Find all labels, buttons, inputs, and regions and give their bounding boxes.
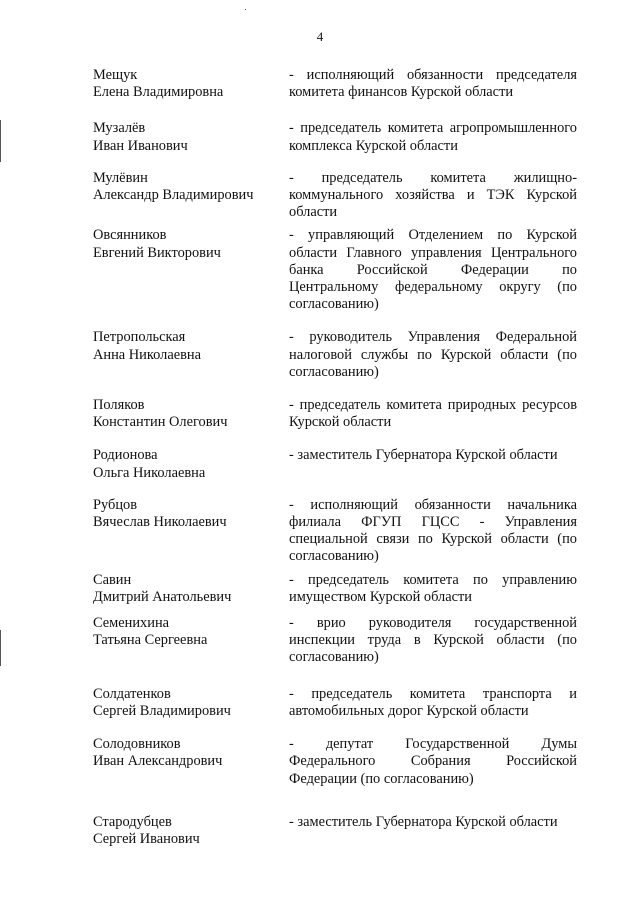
member-entry [93, 615, 577, 667]
member-name [93, 170, 289, 204]
member-position: - управляющий Отделением по Курской области Главного управления Центрального банка Российской Федерации по Центральному федеральному округу (по согласованию) [289, 227, 577, 313]
member-given-names: Ольга Николаевна [93, 464, 206, 481]
member-position: - председатель комитета жилищно-коммунального хозяйства и ТЭК Курской области [289, 169, 577, 221]
member-surname: Солдатенков [93, 685, 171, 702]
member-name [93, 686, 289, 720]
member-name [93, 67, 289, 101]
member-surname: Музалёв [93, 120, 146, 137]
member-name [93, 329, 289, 363]
member-entry [93, 329, 577, 381]
member-position: - председатель комитета природных ресурсов Курской области [289, 397, 577, 431]
member-given-names: Евгений Викторович [93, 244, 221, 261]
member-name [93, 120, 289, 154]
member-entry [93, 120, 577, 154]
member-entry [93, 227, 577, 313]
member-given-names: Анна Николаевна [93, 346, 201, 363]
member-surname: Мулёвин [93, 169, 148, 186]
scan-dust-mark [245, 9, 246, 10]
member-given-names: Вячеслав Николаевич [93, 514, 227, 531]
member-name [93, 572, 289, 606]
member-entry [93, 572, 577, 606]
member-given-names: Сергей Владимирович [93, 702, 231, 719]
member-given-names: Иван Александрович [93, 753, 223, 770]
member-given-names: Александр Владимирович [93, 187, 254, 204]
member-position: - председатель комитета транспорта и автомобильных дорог Курской области [289, 685, 577, 719]
member-surname: Семенихина [93, 615, 170, 632]
member-given-names: Татьяна Сергеевна [93, 632, 208, 649]
member-entry [93, 67, 577, 101]
member-given-names: Константин Олегович [93, 414, 228, 431]
member-surname: Солодовников [93, 736, 181, 753]
scan-edge-mark [0, 120, 1, 162]
member-surname: Рубцов [93, 496, 138, 513]
member-position: - исполняющий обязанности председателя комитета финансов Курской области [289, 67, 577, 101]
member-name [93, 447, 289, 481]
member-given-names: Елена Владимировна [93, 84, 224, 101]
member-name [93, 227, 289, 261]
member-surname: Савин [93, 571, 132, 588]
member-entry [93, 686, 577, 720]
member-position: - заместитель Губернатора Курской области [289, 447, 558, 464]
member-entry [93, 447, 577, 481]
member-name [93, 736, 289, 770]
scan-edge-mark [0, 630, 1, 666]
member-entry [93, 397, 577, 431]
member-entry [93, 736, 577, 788]
member-surname: Мещук [93, 67, 138, 83]
member-name [93, 814, 289, 848]
member-surname: Овсянников [93, 227, 167, 244]
member-given-names: Иван Иванович [93, 137, 188, 154]
member-position: - председатель комитета агропромышленного комплекса Курской области [289, 120, 577, 154]
member-name [93, 397, 289, 431]
member-given-names: Сергей Иванович [93, 830, 200, 847]
member-entry [93, 170, 577, 222]
member-surname: Стародубцев [93, 813, 172, 830]
member-position: - председатель комитета по управлению имуществом Курской области [289, 571, 577, 605]
member-entry [93, 497, 577, 566]
member-position: - исполняющий обязанности начальника филиала ФГУП ГЦСС - Управления специальной связи по Курской области (по согласованию) [289, 496, 577, 565]
member-list [93, 67, 577, 848]
member-name [93, 497, 289, 531]
member-position: - руководитель Управления Федеральной налоговой службы по Курской области (по согласованию) [289, 329, 577, 380]
member-position: - врио руководителя государственной инспекции труда в Курской области (по согласованию) [289, 615, 577, 666]
member-given-names: Дмитрий Анатольевич [93, 588, 232, 605]
page-number: 4 [316, 29, 324, 44]
member-surname: Родионова [93, 447, 158, 464]
member-surname: Петропольская [93, 329, 186, 346]
member-surname: Поляков [93, 397, 145, 414]
member-position: - депутат Государственной Думы Федерального Собрания Российской Федерации (по согласованию) [289, 736, 577, 787]
member-entry [93, 814, 577, 848]
member-position: - заместитель Губернатора Курской области [289, 813, 558, 830]
member-name [93, 615, 289, 649]
